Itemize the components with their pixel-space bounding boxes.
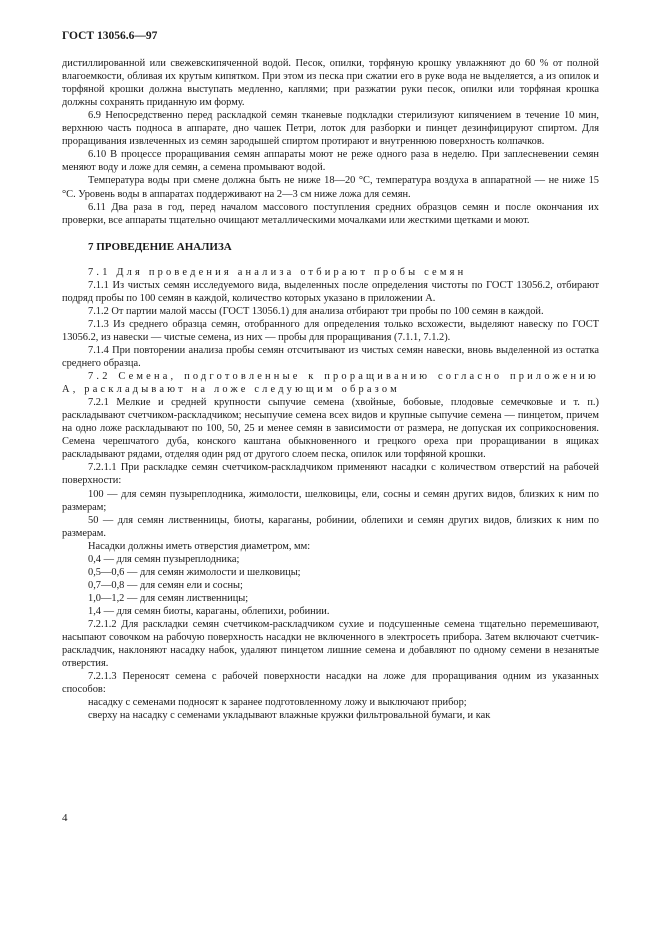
paragraph-7-1: 7.1 Для проведения анализа отбирают пробы семян (88, 266, 467, 278)
paragraph-7-1-2: 7.1.2 От партии малой массы (ГОСТ 13056.1) для анализа отбирают три пробы по 100 семян в каждой. (88, 305, 544, 317)
running-header: ГОСТ 13056.6—97 (62, 30, 158, 42)
list-item: 1,0—1,2 — для семян лиственницы; (88, 592, 249, 604)
paragraph-7-2-1-1: 7.2.1.1 При раскладке семян счетчиком-раскладчиком применяют насадки с количеством отверстий на рабочей поверхности: (62, 462, 599, 487)
paragraph-6-10: 6.10 В процессе проращивания семян аппараты моют не реже одного раза в неделю. При заплесневении семян меняют воду и ложе для семян, а семена промывают водой. (62, 149, 599, 174)
page-number: 4 (62, 812, 68, 824)
paragraph-6-11: 6.11 Два раза в год, перед началом массового поступления средних образцов семян и после окончания их проверки, все аппараты тщательно очищают металлическими мочалками или жесткими щетками и моют. (62, 201, 599, 226)
paragraph-7-1-4: 7.1.4 При повторении анализа пробы семян отсчитывают из чистых семян навески, вновь выделенной из остатка среднего образца. (62, 344, 599, 370)
list-intro: Насадки должны иметь отверстия диаметром, мм: (88, 540, 311, 552)
paragraph-7-2-1-2: 7.2.1.2 Для раскладки семян счетчиком-раскладчиком сухие и подсушенные семена тщательно перемешивают, насыпают совочком на рабочую поверхность насадки не включенного в электросеть прибора. Затем включают счетчик-раскладчик, наклоняют насадку набок, удаляют пинцетом лишние семена и добавляют по одному семени в незанятые отверстия. (62, 618, 599, 670)
list-item: насадку с семенами подносят к заранее подготовленному ложу и выключают прибор; (88, 697, 467, 709)
list-item: 50 — для семян лиственницы, биоты, караганы, робинии, облепихи и семян других видов, близких к ним по размерам. (62, 514, 599, 539)
list-item: 0,7—0,8 — для семян ели и сосны; (88, 579, 243, 591)
paragraph-7-2-1: 7.2.1 Мелкие и средней крупности сыпучие семена (хвойные, бобовые, плодовые семечковые и т. п.) раскладывают счетчиком-раскладчиком; несыпучие семена всех видов и крупные сыпучие семена — пинцетом, причем на одно ложе раскладывают по 100, 50, 25 и менее семян в зависимости от размера, не допуская их соприкосновения. Семена черешчатого дуба, конского каштана обыкновенного и грецкого ореха при проращивании в ящиках раскладывают рядами, отделяя один ряд от другого слоем песка, опилок или торфяной крошки. (62, 397, 599, 461)
paragraph-7-1-3: 7.1.3 Из среднего образца семян, отобранного для определения только всхожести, выделяют навеску по ГОСТ 13056.2, из навески — чистые семена, из них — пробы для проращивания (7.1.1, 7.1.2). (62, 318, 599, 343)
list-item: сверху на насадку с семенами укладывают влажные кружки фильтровальной бумаги, и как (88, 710, 491, 722)
paragraph: дистиллированной или свежевскипяченной водой. Песок, опилки, торфяную крошку увлажняют до 60 % от полной влагоемкости, обливая их крутым кипятком. При этом из песка при сжатии его в руке вода не выделяется, а из опилок и торфяной крошки должна выступать медленно, каплями; при разжатии руки песок, опилки или торфяная крошка должны сохранять приданную им форму. (62, 58, 599, 109)
list-item: 0,5—0,6 — для семян жимолости и шелковицы; (88, 566, 301, 578)
list-item: 100 — для семян пузыреплодника, жимолости, шелковицы, ели, сосны и семян других видов, близких к ним по размерам; (62, 488, 599, 513)
section-title: 7 ПРОВЕДЕНИЕ АНАЛИЗА (88, 240, 232, 253)
list-item: 1,4 — для семян биоты, караганы, облепихи, робинии. (88, 605, 330, 617)
document-page (62, 30, 599, 722)
paragraph-7-1-1: 7.1.1 Из чистых семян исследуемого вида, выделенных после определения чистоты по ГОСТ 13056.2, отбирают подряд пробы по 100 семян в каждой, количество которых указано в приложении А. (62, 279, 599, 304)
list-item: 0,4 — для семян пузыреплодника; (88, 553, 240, 565)
paragraph-7-2-1-3: 7.2.1.3 Переносят семена с рабочей поверхности насадки на ложе для проращивания одним из указанных способов: (62, 671, 599, 696)
paragraph-6-9: 6.9 Непосредственно перед раскладкой семян тканевые подкладки стерилизуют кипячением в течение 10 мин, верхнюю часть подноса в аппарате, дно чашек Петри, лоток для разборки и пинцет дезинфицируют спиртом. Для проращивания извлеченных из семян зародышей спиртом протирают и внутреннюю поверхность колпачков. (62, 110, 599, 148)
paragraph-temperature: Температура воды при смене должна быть не ниже 18—20 °С, температура воздуха в аппаратной — не ниже 15 °С. Уровень воды в аппаратах поддерживают на 2—3 см ниже ложа для семян. (62, 175, 599, 200)
paragraph-7-2: 7.2 Семена, подготовленные к проращиванию согласно приложению А, раскладывают на ложе следующим образом (62, 371, 599, 396)
